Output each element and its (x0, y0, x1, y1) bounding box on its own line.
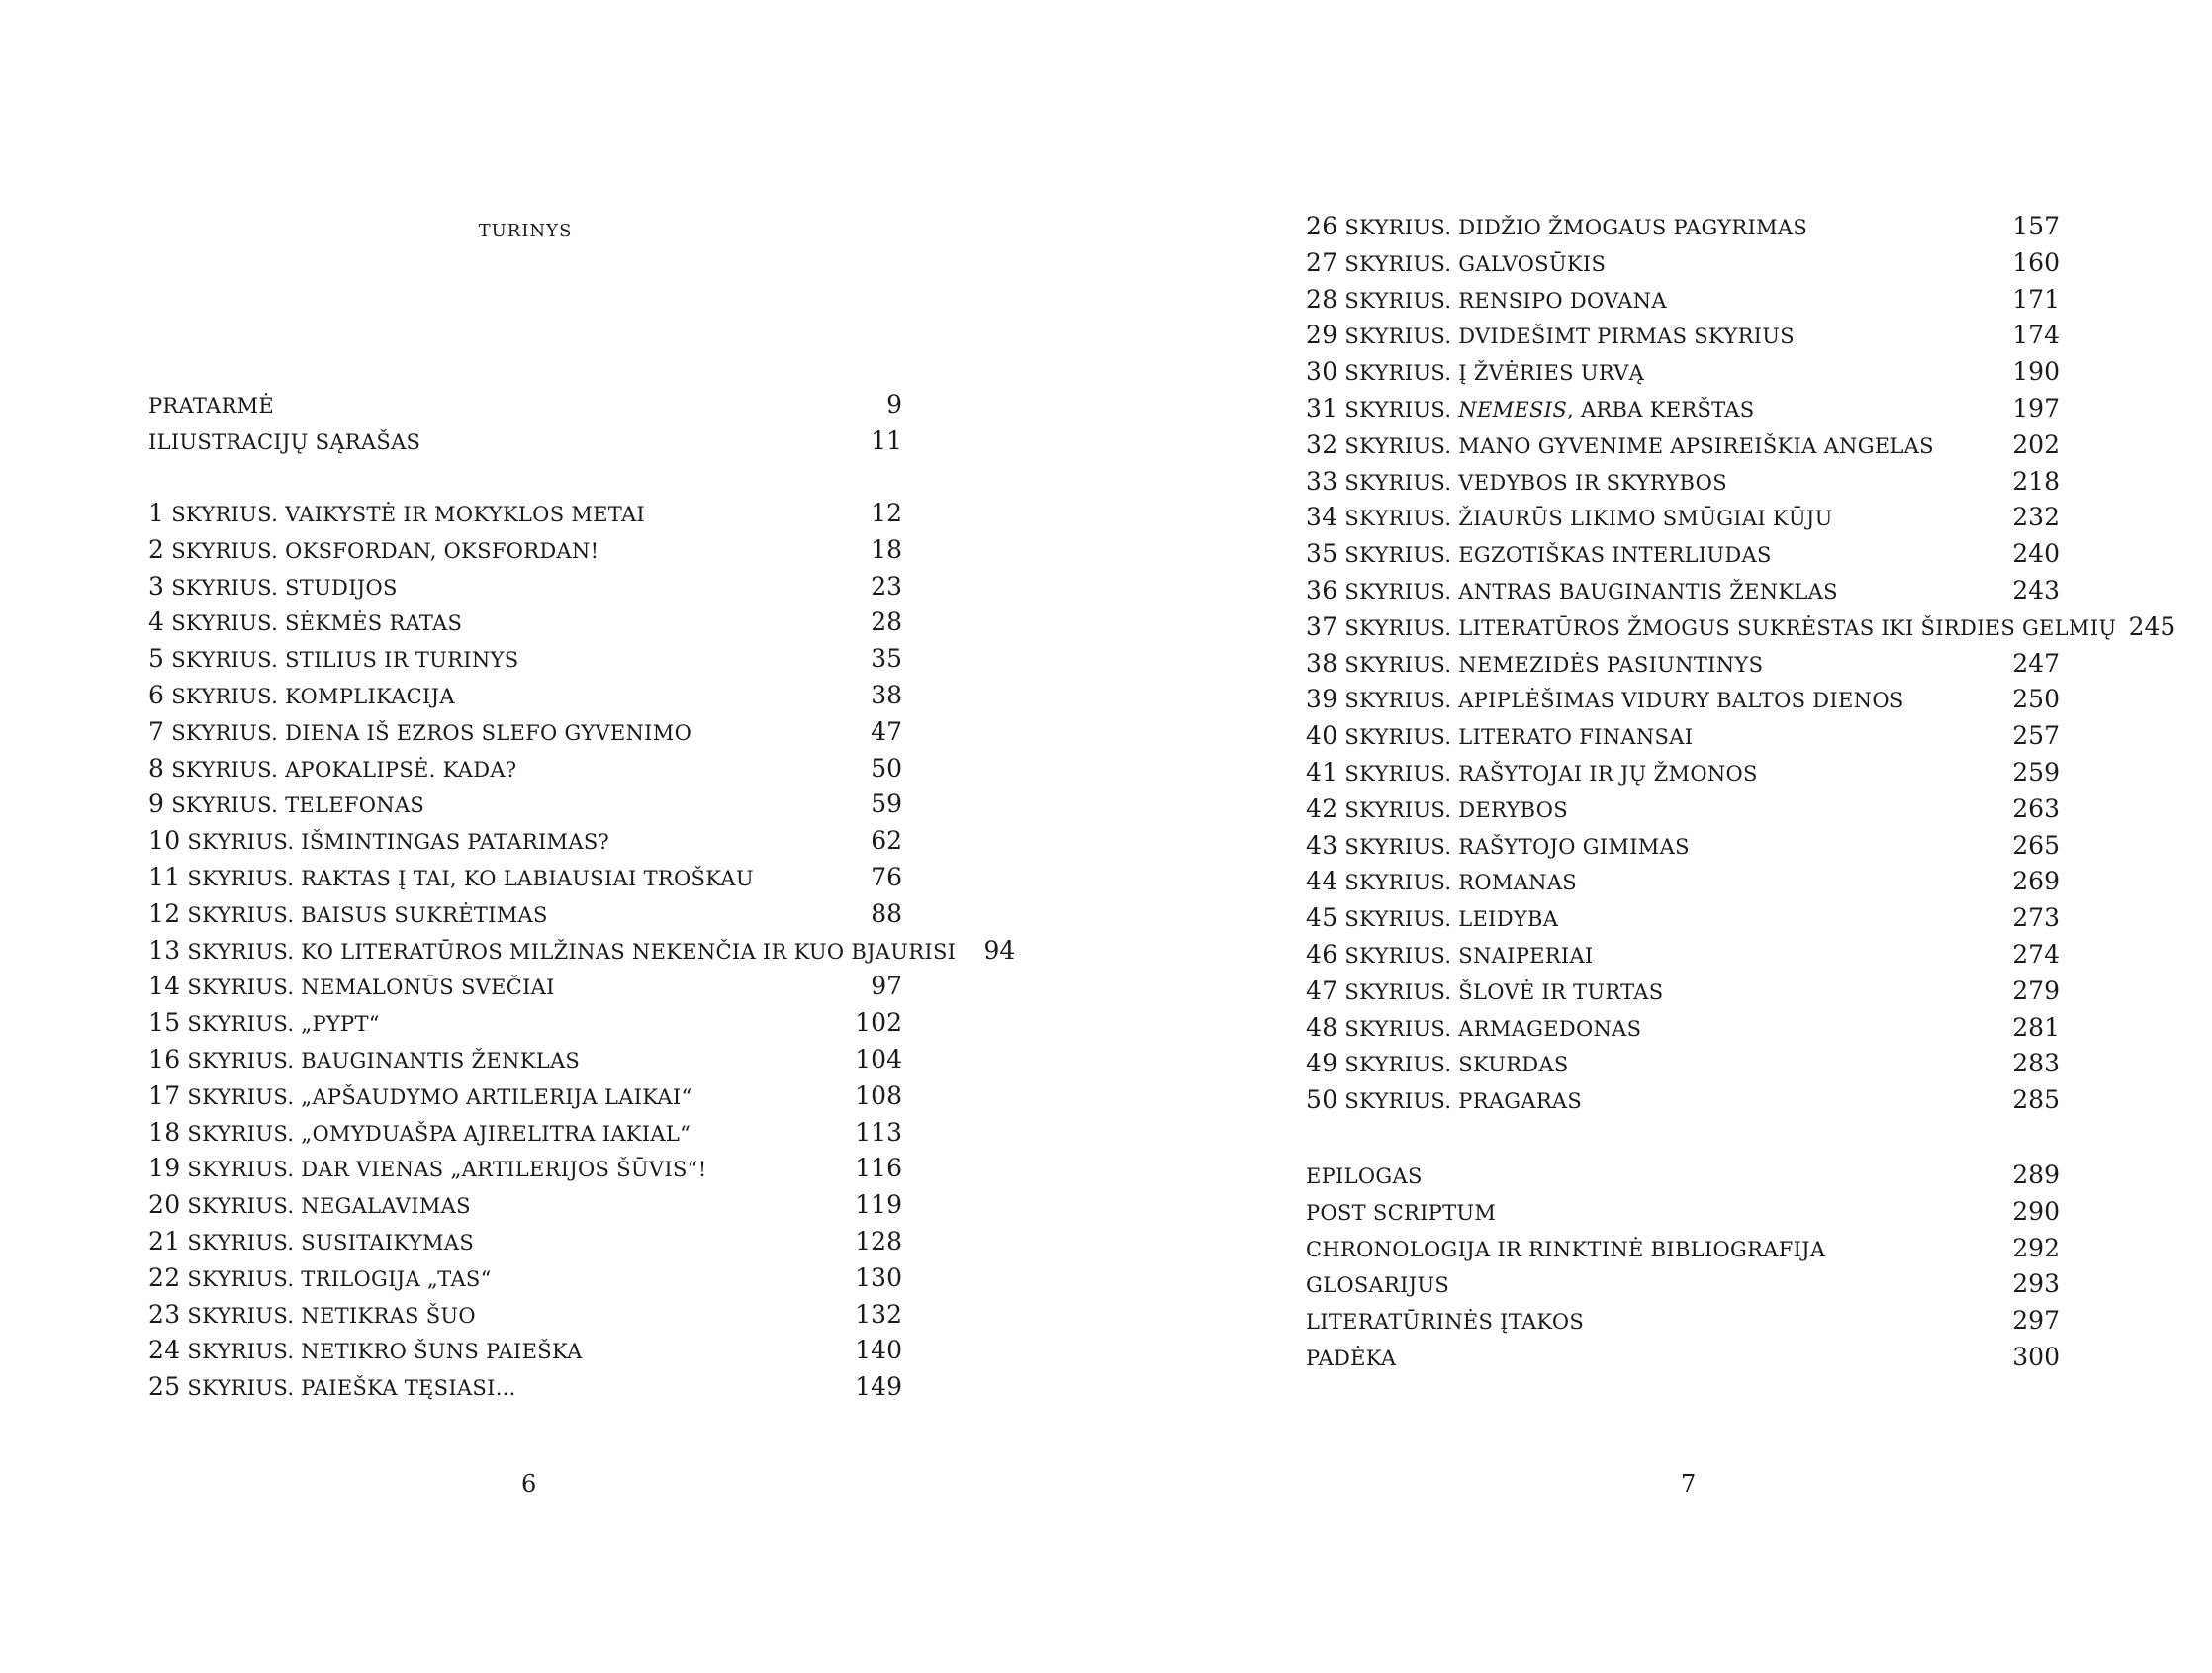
chapter-number: 39 (1306, 685, 1338, 714)
toc-entry-page: 247 (2012, 648, 2060, 678)
toc-entry-page: 273 (2012, 903, 2060, 933)
chapter-title: SKYRIUS. SKURDAS (1344, 1053, 1569, 1077)
toc-entry-label (1306, 209, 1807, 246)
toc-entry[interactable] (148, 1260, 902, 1297)
toc-entry[interactable] (1306, 1010, 2060, 1047)
chapter-title: SKYRIUS. „PYPT“ (187, 1012, 380, 1037)
toc-entry[interactable] (1306, 828, 2060, 865)
chapter-title: SKYRIUS. ŽIAURŪS LIKIMO SMŪGIAI KŪJU (1344, 507, 1833, 531)
toc-entry-page: 23 (871, 571, 902, 601)
toc-entry-page: 119 (855, 1190, 902, 1220)
chapter-title: SKYRIUS. ARMAGEDONAS (1344, 1016, 1642, 1041)
toc-entry-label (1306, 391, 1754, 428)
toc-entry-page: 245 (2128, 611, 2176, 641)
chapter-title: SKYRIUS. LITERATO FINANSAI (1344, 725, 1694, 750)
toc-entry-label (1306, 1082, 1582, 1120)
toc-entry-label (148, 933, 956, 971)
chapter-title: SKYRIUS. STILIUS IR TURINYS (171, 648, 519, 673)
toc-entry[interactable] (1306, 282, 2060, 319)
toc-entry-page: 128 (855, 1226, 902, 1255)
toc-entry[interactable] (148, 714, 902, 751)
toc-entry[interactable] (1306, 1266, 2060, 1303)
toc-entry-label (148, 678, 455, 715)
chapter-number: 26 (1306, 212, 1338, 240)
toc-entry-page: 240 (2012, 539, 2060, 569)
chapter-title: SKYRIUS. RENSIPO DOVANA (1344, 288, 1667, 313)
toc-entry[interactable] (148, 1369, 902, 1406)
toc-entry-label (148, 1005, 380, 1043)
toc-entry-page: 243 (2012, 575, 2060, 604)
toc-entry-label (1306, 245, 1606, 283)
chapter-number: 46 (1306, 939, 1338, 969)
toc-entry-label: PRATARMĖ (148, 394, 275, 418)
toc-entry[interactable] (1306, 1340, 2060, 1376)
chapter-title: SKYRIUS. TELEFONAS (171, 793, 425, 818)
toc-entry[interactable] (1306, 864, 2060, 900)
chapter-number: 42 (1306, 793, 1338, 823)
chapter-title: SKYRIUS. KOMPLIKACIJA (171, 684, 455, 708)
chapter-title: SKYRIUS. VEDYBOS IR SKYRYBOS (1344, 470, 1727, 495)
toc-entry[interactable] (148, 387, 902, 423)
toc-entry[interactable] (1306, 1194, 2060, 1231)
chapter-title-prefix: SKYRIUS. (1344, 397, 1452, 421)
toc-entry-label (1306, 464, 1727, 502)
toc-entry-page: 290 (2012, 1196, 2060, 1226)
toc-entry-page: 59 (871, 790, 902, 819)
chapter-title: SKYRIUS. LEIDYBA (1344, 907, 1559, 932)
toc-entry-label (1306, 755, 1758, 792)
toc-entry-label (1306, 646, 1763, 684)
chapter-number: 30 (1306, 357, 1338, 387)
page-title: turinys (478, 214, 573, 243)
chapter-title: SKYRIUS. NETIKRAS ŠUO (187, 1303, 476, 1328)
toc-entry[interactable] (148, 1224, 902, 1260)
toc-entry-page: 97 (871, 972, 902, 1001)
chapter-number: 45 (1306, 903, 1338, 933)
chapter-title: SKYRIUS. APOKALIPSĖ. KADA? (171, 757, 517, 782)
toc-entry-page: 62 (871, 826, 902, 856)
chapter-number: 7 (148, 716, 165, 746)
toc-entry[interactable] (1306, 1158, 2060, 1194)
chapter-title: SKYRIUS. TRILOGIJA „TAS“ (187, 1266, 492, 1291)
chapter-number: 24 (148, 1336, 181, 1365)
toc-entry-label (1306, 937, 1594, 975)
toc-entry[interactable] (148, 1005, 902, 1042)
page-number: 6 (521, 1470, 537, 1498)
toc-entry-page: 102 (855, 1008, 902, 1038)
toc-entry-label (148, 751, 516, 789)
chapter-title: SKYRIUS. PRAGARAS (1344, 1089, 1583, 1114)
chapter-number: 8 (148, 753, 165, 783)
chapter-number: 6 (148, 680, 165, 709)
toc-entry-label (1306, 864, 1577, 901)
toc-entry-label (1306, 282, 1667, 320)
chapter-number: 21 (148, 1226, 181, 1255)
chapter-title: SKYRIUS. LITERATŪROS ŽMOGUS SUKRĖSTAS IKI ŠIRDIES GELMIŲ (1344, 615, 2117, 640)
toc-entry[interactable] (1306, 536, 2060, 573)
toc-entry-label (1306, 682, 1904, 719)
chapter-number: 31 (1306, 393, 1338, 422)
toc-entry[interactable] (1306, 646, 2060, 683)
toc-back-matter-list (1306, 1158, 2060, 1376)
right-page (1106, 0, 2212, 1673)
toc-entry-page: 50 (871, 753, 902, 783)
toc-entry[interactable] (148, 1151, 902, 1187)
toc-entry-page: 279 (2012, 976, 2060, 1005)
toc-entry[interactable] (1306, 609, 2176, 646)
toc-entry-page: 265 (2012, 830, 2060, 860)
page-number: 7 (1681, 1470, 1697, 1498)
toc-entry-page: 297 (2012, 1306, 2060, 1336)
toc-entry[interactable] (1306, 354, 2060, 391)
chapter-number: 22 (148, 1262, 181, 1292)
chapter-number: 34 (1306, 503, 1338, 532)
toc-entry-page: 263 (2012, 793, 2060, 823)
chapter-title: SKYRIUS. IŠMINTINGAS PATARIMAS? (187, 830, 610, 855)
chapter-title: SKYRIUS. STUDIJOS (171, 575, 398, 600)
toc-entry[interactable] (1306, 1303, 2060, 1340)
chapter-title: SKYRIUS. EGZOTIŠKAS INTERLIUDAS (1344, 543, 1772, 568)
toc-entry-page: 160 (2012, 247, 2060, 277)
toc-entry[interactable] (148, 1115, 902, 1152)
toc-entry-label (1306, 718, 1693, 756)
chapter-number: 44 (1306, 867, 1338, 896)
chapter-title: SKYRIUS. KO LITERATŪROS MILŽINAS NEKENČIA IR KUO BJAURISI (187, 939, 957, 964)
chapter-number: 43 (1306, 830, 1338, 860)
chapter-title: SKYRIUS. APIPLĖŠIMAS VIDURY BALTOS DIENOS (1344, 689, 1904, 713)
chapter-title: SKYRIUS. PAIEŠKA TĘSIASI... (187, 1376, 516, 1401)
toc-entry-label (148, 896, 548, 934)
toc-entry-label (148, 1042, 580, 1079)
toc-entry-label (1306, 974, 1663, 1011)
toc-entry-page: 171 (2012, 284, 2060, 314)
toc-entry[interactable] (1306, 427, 2060, 464)
chapter-number: 50 (1306, 1085, 1338, 1115)
toc-entry-label: PADĖKA (1306, 1346, 1397, 1370)
chapter-title: SKYRIUS. ROMANAS (1344, 871, 1577, 895)
toc-entry-label (148, 641, 518, 679)
toc-entry[interactable] (1306, 573, 2060, 609)
chapter-number: 38 (1306, 648, 1338, 678)
chapter-title: SKYRIUS. DVIDEŠIMT PIRMAS SKYRIUS (1344, 325, 1795, 349)
toc-entry-page: 94 (983, 935, 1016, 965)
chapter-number: 40 (1306, 721, 1338, 751)
toc-entry-page: 116 (855, 1154, 902, 1183)
toc-entry[interactable] (148, 678, 902, 714)
toc-entry[interactable] (1306, 1046, 2060, 1082)
chapter-number: 23 (148, 1299, 181, 1329)
chapter-number: 25 (148, 1372, 181, 1402)
toc-entry-label (1306, 791, 1568, 829)
toc-entry[interactable] (1306, 682, 2060, 718)
toc-entry-page: 104 (855, 1044, 902, 1073)
toc-entry-label (148, 1369, 516, 1407)
toc-entry-page: 232 (2012, 503, 2060, 532)
toc-entry-page: 130 (855, 1262, 902, 1292)
toc-entry-label (148, 1260, 492, 1298)
toc-entry[interactable] (148, 1187, 902, 1224)
toc-entry-page: 197 (2012, 393, 2060, 422)
chapter-number: 17 (148, 1080, 181, 1110)
chapter-number: 28 (1306, 284, 1338, 314)
chapter-title: SKYRIUS. OKSFORDAN, OKSFORDAN! (171, 538, 599, 563)
chapter-number: 33 (1306, 466, 1338, 496)
toc-entry-label (148, 969, 555, 1006)
toc-entry[interactable] (148, 751, 902, 788)
chapter-number: 37 (1306, 611, 1338, 641)
chapter-number: 41 (1306, 757, 1338, 787)
toc-entry-label (148, 1333, 583, 1370)
chapter-number: 36 (1306, 575, 1338, 604)
toc-entry-label: EPILOGAS (1306, 1164, 1423, 1188)
toc-entry-label (1306, 828, 1690, 866)
toc-entry-page: 132 (855, 1299, 902, 1329)
toc-entry-page: 149 (855, 1372, 902, 1402)
toc-entry-label (148, 1297, 476, 1335)
toc-entry[interactable] (148, 969, 902, 1005)
toc-entry[interactable] (148, 860, 902, 896)
chapter-number: 20 (148, 1190, 181, 1220)
toc-entry-page: 47 (871, 716, 902, 746)
chapter-title: SKYRIUS. RAŠYTOJO GIMIMAS (1344, 834, 1690, 859)
chapter-title: SKYRIUS. SUSITAIKYMAS (187, 1230, 475, 1255)
toc-entry-page: 108 (855, 1080, 902, 1110)
toc-entry-page: 274 (2012, 939, 2060, 969)
chapter-title: SKYRIUS. NEMALONŪS SVEČIAI (187, 976, 555, 1000)
toc-entry[interactable] (148, 787, 902, 823)
toc-entry[interactable] (148, 1297, 902, 1334)
chapter-title-suffix: , ARBA KERŠTAS (1567, 397, 1755, 421)
toc-entry-label (1306, 427, 1934, 465)
chapter-title: SKYRIUS. DERYBOS (1344, 797, 1568, 822)
toc-entry-label (1306, 1046, 1569, 1083)
chapter-title: SKYRIUS. GALVOSŪKIS (1344, 251, 1607, 276)
chapter-number: 27 (1306, 247, 1338, 277)
chapter-number: 2 (148, 534, 165, 564)
chapter-number: 48 (1306, 1012, 1338, 1042)
chapter-number: 10 (148, 826, 181, 856)
toc-entry[interactable] (1306, 791, 2060, 828)
toc-entry[interactable] (1306, 209, 2060, 245)
toc-entry-label (148, 532, 599, 570)
chapter-number: 9 (148, 790, 165, 819)
toc-entry[interactable] (1306, 755, 2060, 791)
toc-chapter-list-right (1306, 209, 2176, 1119)
chapter-title: SKYRIUS. MANO GYVENIME APSIREIŠKIA ANGELAS (1344, 433, 1934, 458)
toc-entry-page: 257 (2012, 721, 2060, 751)
chapter-title: SKYRIUS. DAR VIENAS „ARTILERIJOS ŠŪVIS“! (187, 1158, 707, 1182)
toc-entry[interactable] (1306, 318, 2060, 354)
toc-entry-page: 259 (2012, 757, 2060, 787)
chapter-number: 19 (148, 1154, 181, 1183)
toc-entry-label (1306, 500, 1833, 537)
chapter-title: SKYRIUS. BAISUS SUKRĖTIMAS (187, 902, 548, 927)
toc-entry[interactable] (148, 641, 902, 678)
toc-entry[interactable] (1306, 937, 2060, 974)
toc-entry-label (1306, 536, 1772, 574)
toc-entry-label (1306, 354, 1644, 392)
chapter-number: 14 (148, 972, 181, 1001)
toc-entry-label (148, 823, 609, 861)
toc-entry-page: 269 (2012, 867, 2060, 896)
toc-entry-page: 35 (871, 644, 902, 674)
toc-entry-label (148, 604, 462, 642)
toc-entry[interactable] (1306, 464, 2060, 501)
toc-entry-label (148, 714, 691, 752)
toc-entry-page: 76 (871, 862, 902, 891)
toc-entry-label (148, 496, 645, 533)
toc-entry[interactable] (148, 496, 902, 532)
toc-entry-label (148, 1078, 691, 1116)
chapter-number: 5 (148, 644, 165, 674)
chapter-title: SKYRIUS. SNAIPERIAI (1344, 943, 1594, 968)
toc-entry[interactable] (148, 569, 902, 605)
toc-entry-page: 12 (871, 499, 902, 527)
chapter-title: SKYRIUS. Į ŽVĖRIES URVĄ (1344, 361, 1645, 386)
toc-entry[interactable] (148, 604, 902, 641)
toc-entry-page: 18 (871, 534, 902, 564)
toc-entry[interactable] (148, 1333, 902, 1369)
toc-entry-page: 285 (2012, 1085, 2060, 1115)
chapter-number: 3 (148, 571, 165, 601)
chapter-number: 29 (1306, 321, 1338, 350)
toc-entry-label: LITERATŪRINĖS ĮTAKOS (1306, 1310, 1585, 1335)
toc-entry[interactable] (148, 823, 902, 860)
toc-entry[interactable] (148, 532, 902, 569)
toc-entry-page: 281 (2012, 1012, 2060, 1042)
toc-entry-page: 157 (2012, 212, 2060, 240)
toc-entry-label: ILIUSTRACIJŲ SĄRAŠAS (148, 429, 421, 454)
toc-entry-page: 113 (855, 1117, 902, 1147)
chapter-number: 12 (148, 898, 181, 928)
chapter-number: 13 (148, 935, 181, 965)
chapter-title: SKYRIUS. NEGALAVIMAS (187, 1194, 471, 1219)
chapter-title: SKYRIUS. ŠLOVĖ IR TURTAS (1344, 979, 1664, 1004)
chapter-title: SKYRIUS. BAUGINANTIS ŽENKLAS (187, 1048, 581, 1072)
toc-entry-label (148, 1224, 474, 1261)
toc-entry-page: 283 (2012, 1049, 2060, 1078)
toc-entry-page: 9 (886, 390, 902, 418)
chapter-title: SKYRIUS. NETIKRO ŠUNS PAIEŠKA (187, 1340, 583, 1364)
chapter-number: 11 (148, 862, 181, 891)
toc-entry-page: 28 (871, 607, 902, 637)
toc-entry-label: CHRONOLOGIJA IR RINKTINĖ BIBLIOGRAFIJA (1306, 1237, 1826, 1261)
toc-entry-label: POST SCRIPTUM (1306, 1200, 1497, 1225)
toc-entry[interactable] (1306, 391, 2060, 427)
chapter-number: 4 (148, 607, 165, 637)
toc-entry-page: 190 (2012, 357, 2060, 387)
chapter-title: SKYRIUS. „APŠAUDYMO ARTILERIJA LAIKAI“ (187, 1084, 692, 1109)
toc-entry-page: 292 (2012, 1233, 2060, 1262)
toc-entry-page: 38 (871, 680, 902, 709)
toc-entry[interactable] (148, 1078, 902, 1115)
toc-list-left (148, 387, 902, 460)
toc-entry-page: 174 (2012, 321, 2060, 350)
toc-entry[interactable] (1306, 1082, 2060, 1119)
chapter-title: SKYRIUS. ANTRAS BAUGINANTIS ŽENKLAS (1344, 579, 1838, 604)
chapter-title: SKYRIUS. „OMYDUAŠPA AJIRELITRA IAKIAL“ (187, 1121, 691, 1146)
chapter-title: SKYRIUS. SĖKMĖS RATAS (171, 611, 463, 636)
toc-entry-page: 300 (2012, 1342, 2060, 1371)
toc-entry-label (1306, 573, 1838, 610)
toc-entry-label (1306, 609, 2116, 647)
toc-entry-page: 250 (2012, 685, 2060, 714)
chapter-number: 47 (1306, 976, 1338, 1005)
toc-entry-page: 293 (2012, 1269, 2060, 1299)
toc-entry-page: 88 (871, 898, 902, 928)
toc-entry-label (148, 569, 398, 606)
chapter-number: 32 (1306, 429, 1338, 459)
toc-entry[interactable] (1306, 1231, 2060, 1267)
toc-entry[interactable] (148, 423, 902, 460)
toc-entry[interactable] (148, 896, 902, 933)
toc-entry-label (148, 1115, 691, 1153)
chapter-title-italic: NEMESIS (1458, 397, 1568, 421)
toc-entry-label (1306, 318, 1795, 355)
toc-entry-label (148, 860, 754, 897)
toc-entry[interactable] (1306, 500, 2060, 536)
chapter-title: SKYRIUS. DIDŽIO ŽMOGAUS PAGYRIMAS (1344, 216, 1808, 239)
toc-entry-page: 11 (871, 425, 902, 455)
toc-entry[interactable] (1306, 974, 2060, 1010)
toc-entry-page: 289 (2012, 1161, 2060, 1189)
chapter-number: 16 (148, 1044, 181, 1073)
chapter-title: SKYRIUS. DIENA IŠ EZROS SLEFO GYVENIMO (171, 720, 692, 745)
toc-entry[interactable] (148, 1042, 902, 1078)
toc-entry-page: 218 (2012, 466, 2060, 496)
toc-entry-page: 140 (855, 1336, 902, 1365)
chapter-title: SKYRIUS. RAŠYTOJAI IR JŲ ŽMONOS (1344, 761, 1758, 786)
chapter-title: SKYRIUS. RAKTAS Į TAI, KO LABIAUSIAI TROŠKAU (187, 866, 754, 890)
toc-chapter-list-left (148, 496, 1016, 1406)
chapter-number: 1 (148, 499, 165, 527)
toc-entry[interactable] (1306, 900, 2060, 937)
toc-entry-label (148, 1187, 471, 1225)
chapter-number: 18 (148, 1117, 181, 1147)
toc-entry-label (1306, 900, 1558, 938)
chapter-title: SKYRIUS. VAIKYSTĖ IR MOKYKLOS METAI (171, 503, 646, 526)
toc-entry-page: 202 (2012, 429, 2060, 459)
chapter-title: SKYRIUS. NEMEZIDĖS PASIUNTINYS (1344, 652, 1764, 677)
toc-entry[interactable] (148, 933, 1016, 970)
toc-entry-label: GLOSARIJUS (1306, 1273, 1450, 1298)
toc-entry-label (1306, 1010, 1641, 1048)
toc-entry[interactable] (1306, 245, 2060, 282)
toc-entry-label (148, 787, 424, 824)
chapter-number: 35 (1306, 539, 1338, 569)
chapter-number: 15 (148, 1008, 181, 1038)
toc-entry[interactable] (1306, 718, 2060, 755)
toc-entry-label (148, 1151, 706, 1188)
chapter-number: 49 (1306, 1049, 1338, 1078)
